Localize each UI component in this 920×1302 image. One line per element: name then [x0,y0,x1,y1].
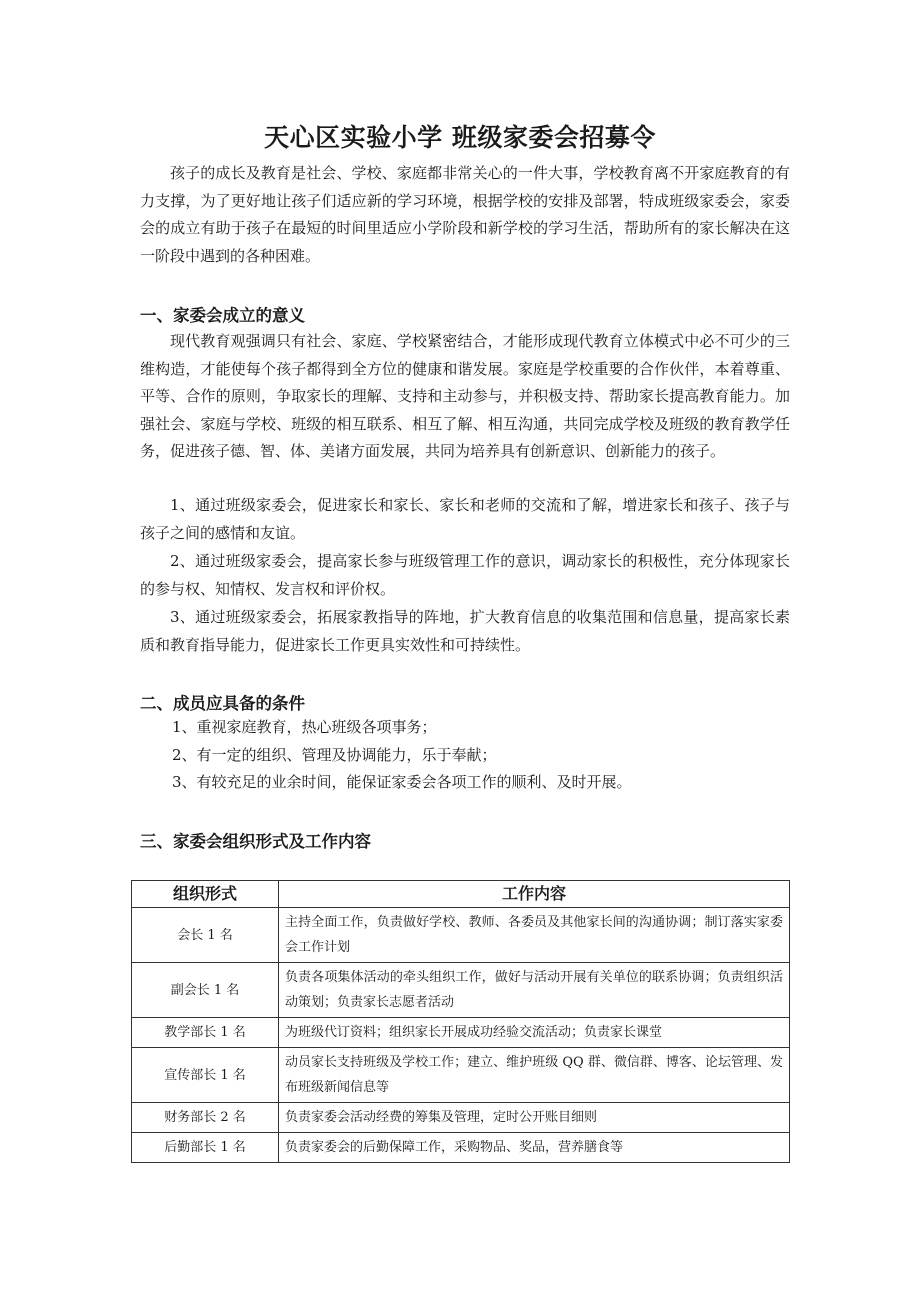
table-row [132,1103,790,1133]
table-cell-duty: 为班级代订资料；组织家长开展成功经验交流活动；负责家长课堂 [279,1018,790,1048]
section2-item-2: 2、有一定的组织、管理及协调能力，乐于奉献； [172,746,497,764]
table-cell-duty: 主持全面工作，负责做好学校、教师、各委员及其他家长间的沟通协调；制订落实家委会工作计划 [279,908,790,963]
page-title: 天心区实验小学 班级家委会招募令 [264,123,656,152]
table-row [132,963,790,1018]
table-cell-role: 财务部长 2 名 [132,1103,279,1133]
table-cell-duty: 动员家长支持班级及学校工作；建立、维护班级 QQ 群、微信群、博客、论坛管理、发布班级新闻信息等 [279,1048,790,1103]
table-cell-role: 宣传部长 1 名 [132,1048,279,1103]
table-header-form: 组织形式 [132,881,279,908]
section1-heading: 一、家委会成立的意义 [140,306,305,325]
table-cell-duty: 负责各项集体活动的牵头组织工作，做好与活动开展有关单位的联系协调；负责组织活动策划；负责家长志愿者活动 [279,963,790,1018]
section1-point-2: 2、通过班级家委会，提高家长参与班级管理工作的意识，调动家长的积极性，充分体现家长的参与权、知情权、发言权和评价权。 [140,552,790,598]
table-row [132,1048,790,1103]
table-header-row [132,881,790,908]
table-row [132,908,790,963]
section2-item-1: 1、重视家庭教育，热心班级各项事务； [172,718,437,736]
table-cell-duty: 负责家委会的后勤保障工作，采购物品、奖品，营养膳食等 [279,1133,790,1163]
section1-body: 现代教育观强调只有社会、家庭、学校紧密结合，才能形成现代教育立体模式中必不可少的三维构造，才能使每个孩子都得到全方位的健康和谐发展。家庭是学校重要的合作伙伴，本着尊重、平等、合作的原则，争取家长的理解、支持和主动参与，并积极支持、帮助家长提高教育能力。加强社会、家庭与学校、班级的相互联系、相互了解、相互沟通，共同完成学校及班级的教育教学任务，促进孩子德、智、体、美诸方面发展，共同为培养具有创新意识、创新能力的孩子。 [140,332,790,460]
section1-point-1: 1、通过班级家委会，促进家长和家长、家长和老师的交流和了解，增进家长和孩子、孩子与孩子之间的感情和友谊。 [140,496,790,542]
table-cell-role: 副会长 1 名 [132,963,279,1018]
intro-paragraph: 孩子的成长及教育是社会、学校、家庭都非常关心的一件大事，学校教育离不开家庭教育的有力支撑，为了更好地让孩子们适应新的学习环境，根据学校的安排及部署，特成班级家委会，家委会的成立有助于孩子在最短的时间里适应小学阶段和新学校的学习生活，帮助所有的家长解决在这一阶段中遇到的各种困难。 [140,164,790,265]
section2-item-3: 3、有较充足的业余时间，能保证家委会各项工作的顺利、及时开展。 [172,773,632,791]
table-cell-role: 后勤部长 1 名 [132,1133,279,1163]
section3-heading: 三、家委会组织形式及工作内容 [140,832,371,851]
section2-heading: 二、成员应具备的条件 [140,694,305,713]
table-row [132,1018,790,1048]
table-cell-role: 教学部长 1 名 [132,1018,279,1048]
table-cell-role: 会长 1 名 [132,908,279,963]
table-header-duty: 工作内容 [279,881,790,908]
section1-point-3: 3、通过班级家委会，拓展家教指导的阵地，扩大教育信息的收集范围和信息量，提高家长素质和教育指导能力，促进家长工作更具实效性和可持续性。 [140,608,790,654]
table-row [132,1133,790,1163]
table-cell-duty: 负责家委会活动经费的筹集及管理，定时公开账目细则 [279,1103,790,1133]
organization-table [131,880,790,1163]
